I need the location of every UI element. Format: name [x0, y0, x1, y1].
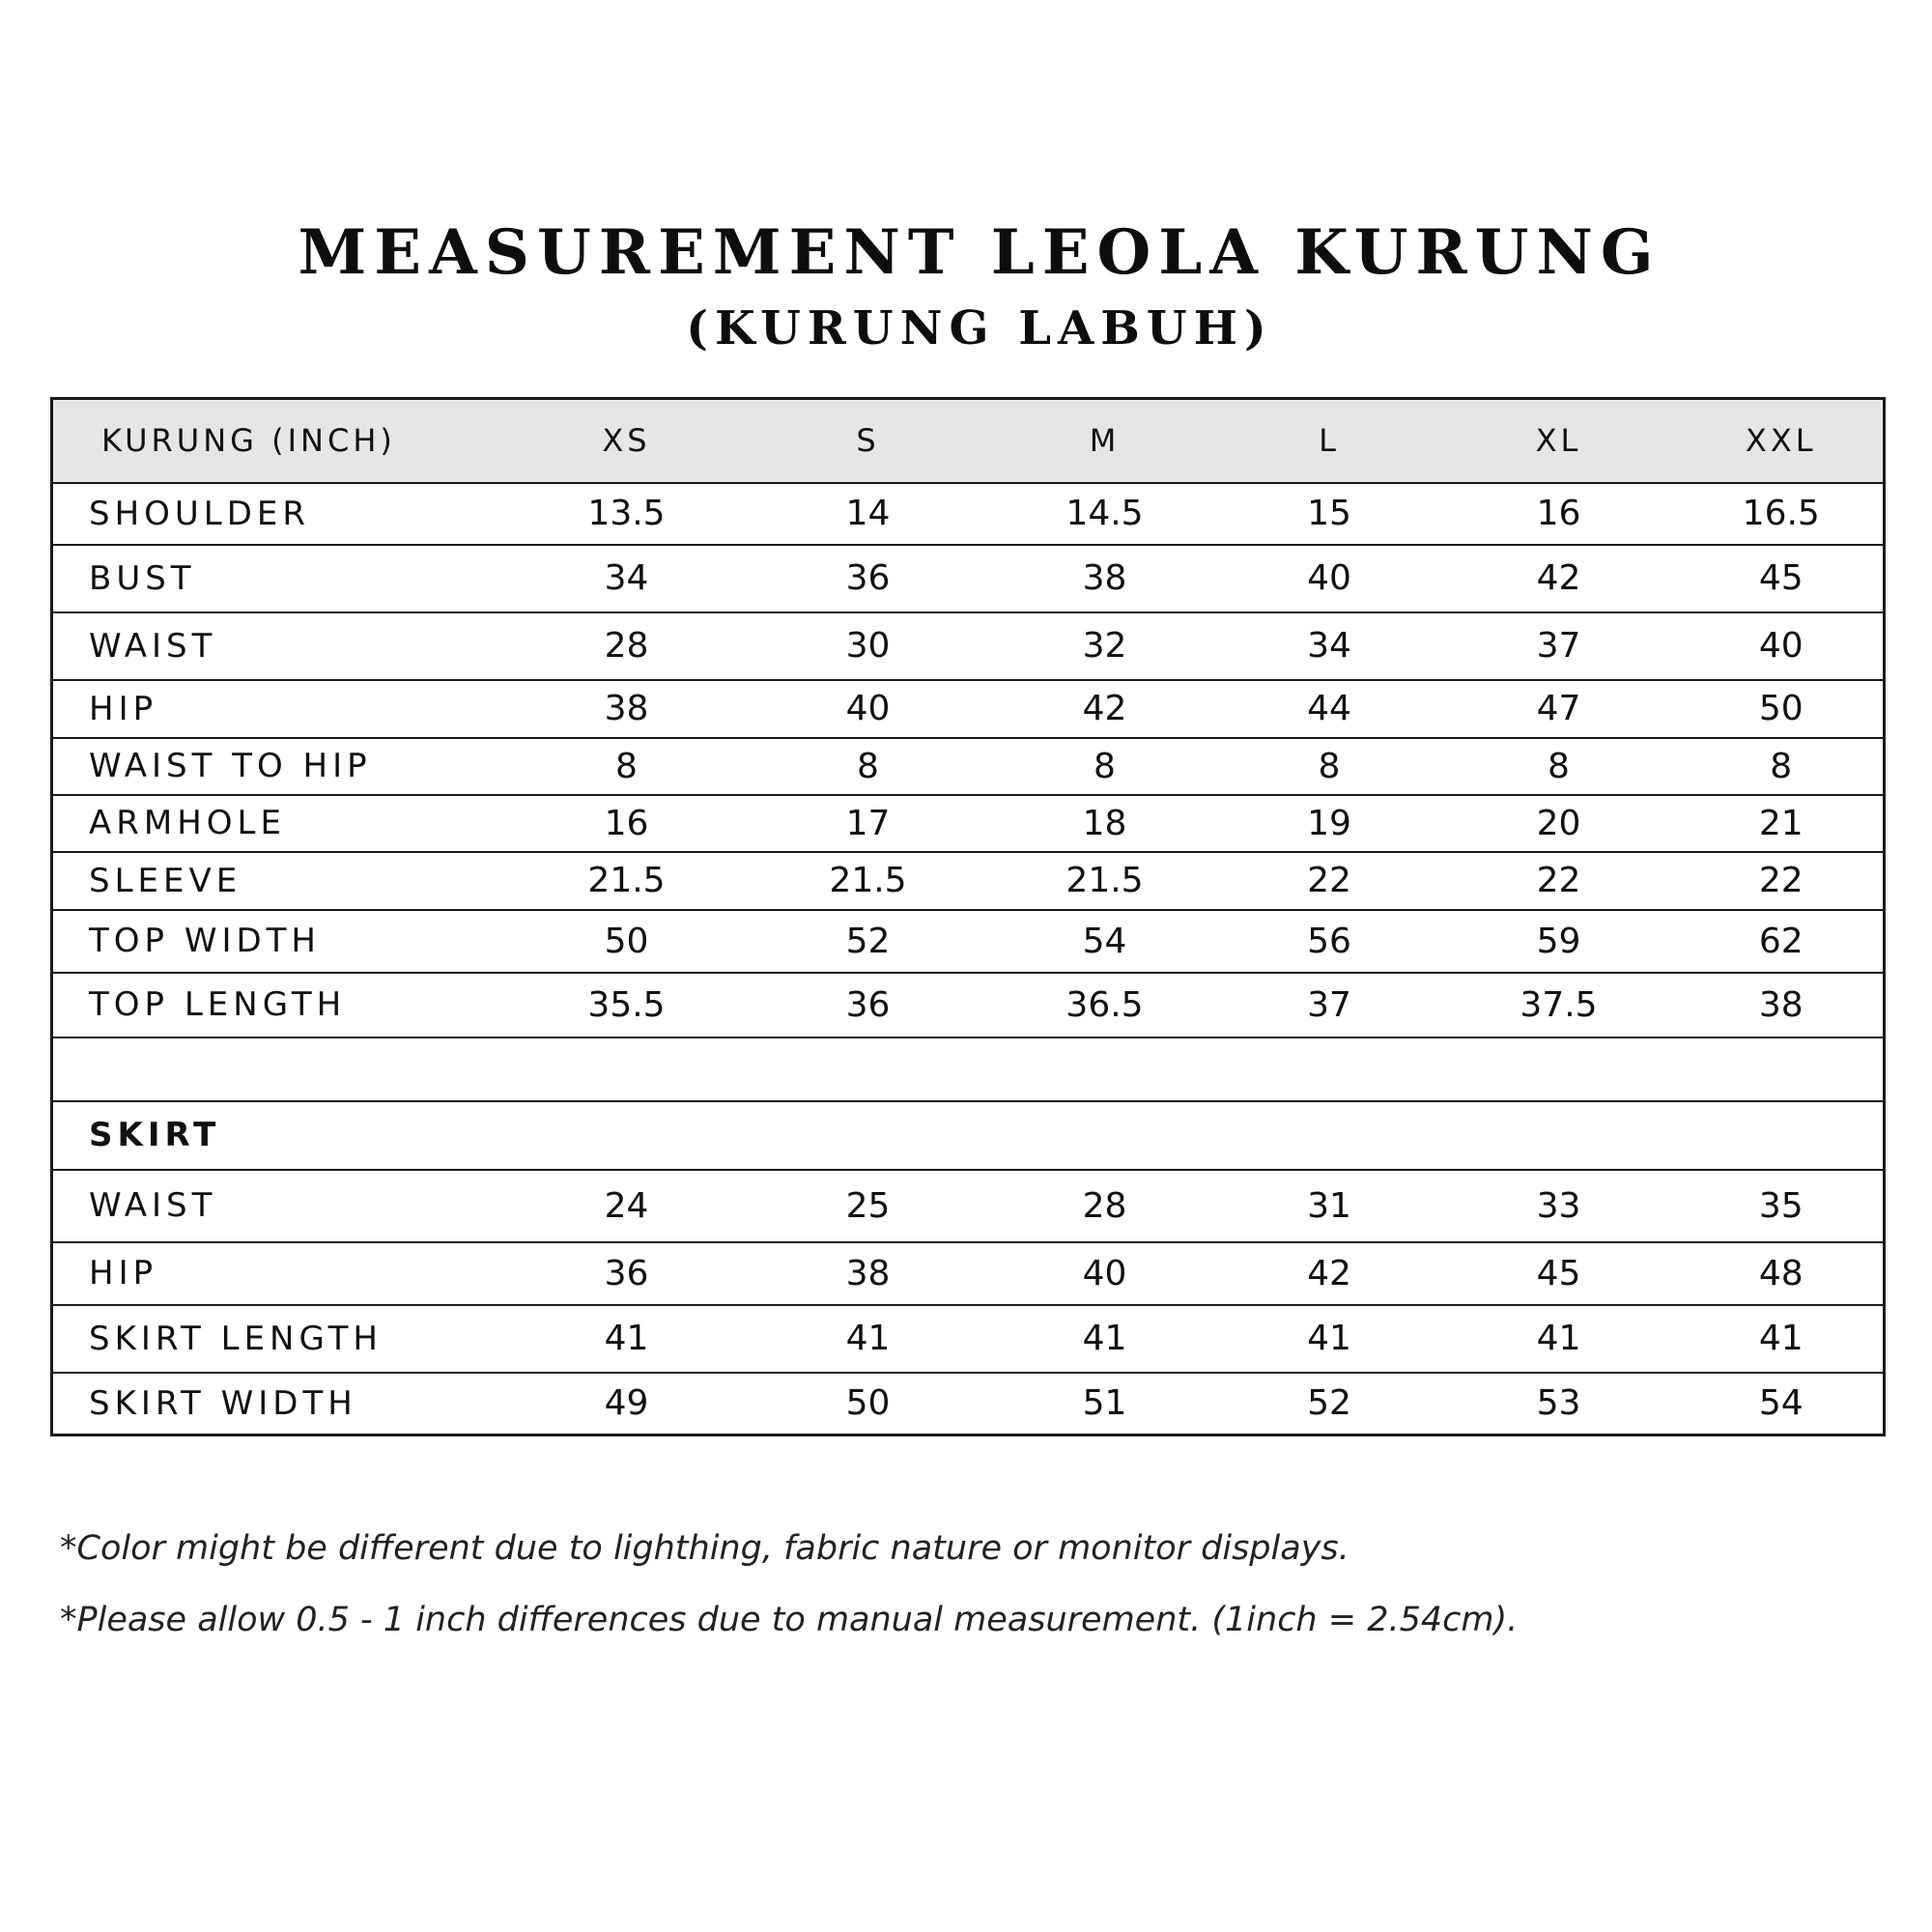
table-cell: 38 — [748, 1242, 989, 1305]
table-cell: 37.5 — [1438, 973, 1680, 1037]
table-cell: 41 — [989, 1305, 1221, 1373]
table-row — [52, 1305, 1885, 1373]
table-cell: 45 — [1680, 545, 1885, 612]
table-cell: 16 — [1438, 483, 1680, 545]
table-cell: 18 — [989, 795, 1221, 852]
header-size-m: M — [989, 399, 1221, 483]
section-row — [52, 1101, 1885, 1170]
row-label: SHOULDER — [52, 483, 506, 545]
row-label: HIP — [52, 1242, 506, 1305]
table-cell: 36 — [748, 545, 989, 612]
table-cell: 33 — [1438, 1170, 1680, 1242]
table-cell: 50 — [506, 910, 748, 973]
empty-cell — [52, 1037, 1885, 1101]
table-cell: 35.5 — [506, 973, 748, 1037]
table-cell: 59 — [1438, 910, 1680, 973]
page-title: MEASUREMENT LEOLA KURUNG — [298, 216, 1662, 289]
table-cell: 41 — [748, 1305, 989, 1373]
table-cell: 44 — [1221, 680, 1438, 738]
table-cell: 28 — [989, 1170, 1221, 1242]
table-cell: 16 — [506, 795, 748, 852]
table-cell: 24 — [506, 1170, 748, 1242]
table-cell: 13.5 — [506, 483, 748, 545]
row-label: SLEEVE — [52, 852, 506, 910]
table-cell: 35 — [1680, 1170, 1885, 1242]
row-label: TOP WIDTH — [52, 910, 506, 973]
table-cell: 48 — [1680, 1242, 1885, 1305]
header-row — [52, 399, 1885, 483]
table-cell: 52 — [748, 910, 989, 973]
table-cell: 20 — [1438, 795, 1680, 852]
table-cell: 25 — [748, 1170, 989, 1242]
row-label: SKIRT LENGTH — [52, 1305, 506, 1373]
table-cell: 42 — [1221, 1242, 1438, 1305]
row-label: WAIST — [52, 1170, 506, 1242]
table-cell: 40 — [1680, 612, 1885, 680]
row-label: WAIST TO HIP — [52, 738, 506, 795]
page-subtitle: (KURUNG LABUH) — [686, 301, 1273, 355]
disclaimer-color: *Color might be different due to lighthing, fabric nature or monitor displays. — [60, 1529, 1350, 1568]
row-label: HIP — [52, 680, 506, 738]
table-cell: 21.5 — [506, 852, 748, 910]
table-cell: 32 — [989, 612, 1221, 680]
table-cell: 52 — [1221, 1373, 1438, 1435]
table-cell: 38 — [506, 680, 748, 738]
table-cell: 45 — [1438, 1242, 1680, 1305]
table-cell: 22 — [1438, 852, 1680, 910]
table-row — [52, 973, 1885, 1037]
table-row — [52, 612, 1885, 680]
row-label: WAIST — [52, 612, 506, 680]
table-cell: 21.5 — [989, 852, 1221, 910]
row-label: SKIRT WIDTH — [52, 1373, 506, 1435]
table-body — [52, 483, 1885, 1435]
table-row — [52, 545, 1885, 612]
table-row — [52, 795, 1885, 852]
header-label: KURUNG (INCH) — [52, 399, 506, 483]
table-cell: 36 — [748, 973, 989, 1037]
table-row — [52, 910, 1885, 973]
table-row — [52, 680, 1885, 738]
table-cell: 30 — [748, 612, 989, 680]
header-size-l: L — [1221, 399, 1438, 483]
table-cell: 38 — [1680, 973, 1885, 1037]
row-label: BUST — [52, 545, 506, 612]
table-cell: 54 — [1680, 1373, 1885, 1435]
table-cell: 8 — [506, 738, 748, 795]
table-cell: 22 — [1680, 852, 1885, 910]
table-cell: 34 — [1221, 612, 1438, 680]
table-cell: 40 — [989, 1242, 1221, 1305]
table-cell: 22 — [1221, 852, 1438, 910]
table-cell: 62 — [1680, 910, 1885, 973]
table-cell: 31 — [1221, 1170, 1438, 1242]
section-label-skirt: SKIRT — [52, 1101, 1885, 1170]
table-row — [52, 1373, 1885, 1435]
header-size-s: S — [748, 399, 989, 483]
table-cell: 19 — [1221, 795, 1438, 852]
table-cell: 34 — [506, 545, 748, 612]
table-row — [52, 1170, 1885, 1242]
table-cell: 40 — [1221, 545, 1438, 612]
table-cell: 41 — [506, 1305, 748, 1373]
table-cell: 38 — [989, 545, 1221, 612]
table-row — [52, 483, 1885, 545]
table-cell: 41 — [1221, 1305, 1438, 1373]
table-cell: 50 — [1680, 680, 1885, 738]
table-cell: 40 — [748, 680, 989, 738]
table-cell: 8 — [1680, 738, 1885, 795]
table-cell: 47 — [1438, 680, 1680, 738]
table-row — [52, 852, 1885, 910]
table-cell: 41 — [1680, 1305, 1885, 1373]
table-cell: 8 — [989, 738, 1221, 795]
spacer-row — [52, 1037, 1885, 1101]
header-size-xs: XS — [506, 399, 748, 483]
table-cell: 8 — [1221, 738, 1438, 795]
table-cell: 49 — [506, 1373, 748, 1435]
table-row — [52, 738, 1885, 795]
disclaimer-measurement: *Please allow 0.5 - 1 inch differences due to manual measurement. (1inch = 2.54cm). — [60, 1601, 1519, 1639]
measurement-table — [50, 397, 1886, 1436]
table-cell: 17 — [748, 795, 989, 852]
row-label: ARMHOLE — [52, 795, 506, 852]
table-cell: 56 — [1221, 910, 1438, 973]
table-cell: 14 — [748, 483, 989, 545]
table-cell: 36 — [506, 1242, 748, 1305]
table-cell: 50 — [748, 1373, 989, 1435]
table-cell: 21 — [1680, 795, 1885, 852]
row-label: TOP LENGTH — [52, 973, 506, 1037]
table-cell: 21.5 — [748, 852, 989, 910]
table-cell: 54 — [989, 910, 1221, 973]
table-cell: 42 — [989, 680, 1221, 738]
table-cell: 36.5 — [989, 973, 1221, 1037]
table-header — [52, 399, 1885, 483]
table-cell: 16.5 — [1680, 483, 1885, 545]
table-cell: 14.5 — [989, 483, 1221, 545]
table-cell: 8 — [1438, 738, 1680, 795]
table-cell: 37 — [1438, 612, 1680, 680]
table-cell: 41 — [1438, 1305, 1680, 1373]
table-cell: 37 — [1221, 973, 1438, 1037]
table-cell: 28 — [506, 612, 748, 680]
header-size-xl: XL — [1438, 399, 1680, 483]
table-cell: 15 — [1221, 483, 1438, 545]
table-cell: 8 — [748, 738, 989, 795]
table-row — [52, 1242, 1885, 1305]
table-cell: 42 — [1438, 545, 1680, 612]
table-cell: 51 — [989, 1373, 1221, 1435]
header-size-xxl: XXL — [1680, 399, 1885, 483]
table-cell: 53 — [1438, 1373, 1680, 1435]
